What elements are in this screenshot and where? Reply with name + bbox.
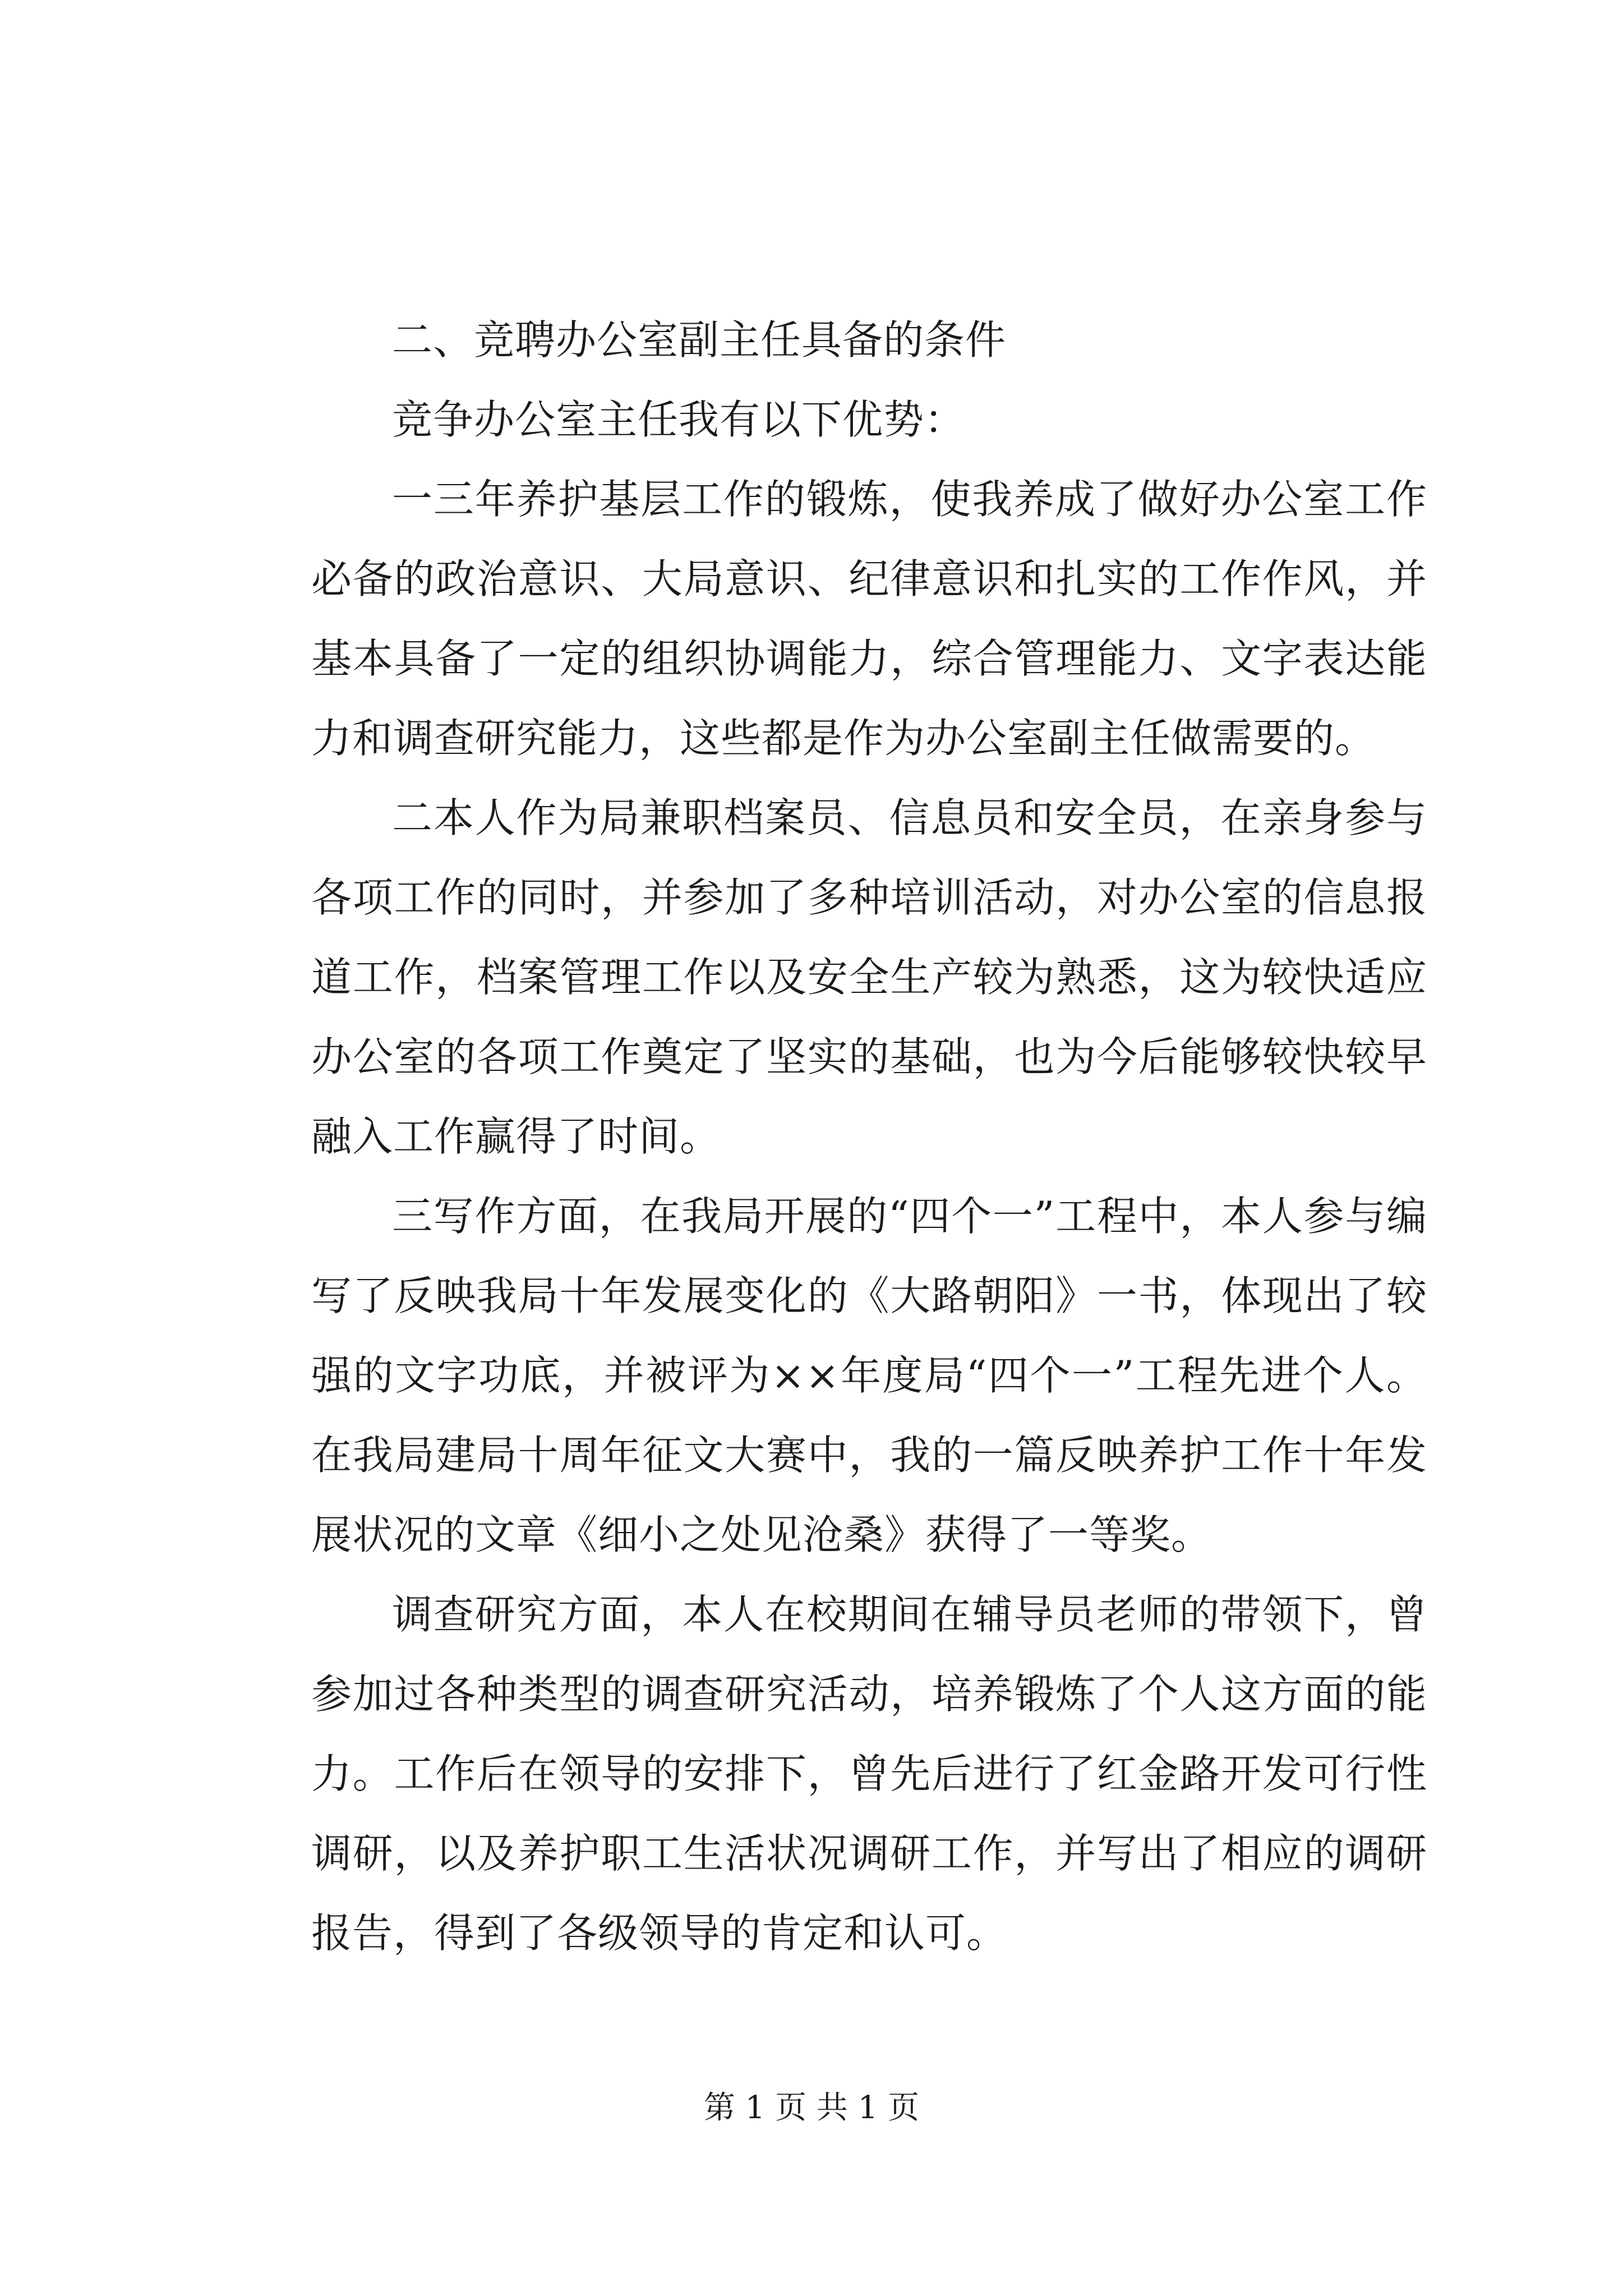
- paragraph-advantage-1: 一三年养护基层工作的锻炼，使我养成了做好办公室工作必备的政治意识、大局意识、纪律意识和扎实的工作作风，并基本具备了一定的组织协调能力，综合管理能力、文字表达能力和调查研究能力，这些都是作为办公室副主任做需要的。: [311, 476, 1427, 762]
- paragraph-advantage-3: 三写作方面，在我局开展的“四个一”工程中，本人参与编写了反映我局十年发展变化的《大路朝阳》一书，体现出了较强的文字功底，并被评为××年度局“四个一”工程先进个人。在我局建局十周年征文大赛中，我的一篇反映养护工作十年发展状况的文章《细小之处见沧桑》获得了一等奖。: [311, 1193, 1427, 1558]
- document-body: [311, 300, 1427, 1973]
- page-footer: 第 1 页 共 1 页: [703, 2090, 920, 2126]
- paragraph-research: 调查研究方面，本人在校期间在辅导员老师的带领下，曾参加过各种类型的调查研究活动，培养锻炼了个人这方面的能力。工作后在领导的安排下，曾先后进行了红金路开发可行性调研，以及养护职工生活状况调研工作，并写出了相应的调研报告，得到了各级领导的肯定和认可。: [311, 1591, 1427, 1957]
- section-heading: 二、竞聘办公室副主任具备的条件: [392, 316, 1007, 364]
- paragraph-advantage-2: 二本人作为局兼职档案员、信息员和安全员，在亲身参与各项工作的同时，并参加了多种培训活动，对办公室的信息报道工作，档案管理工作以及安全生产较为熟悉，这为较快适应办公室的各项工作奠定了坚实的基础，也为今后能够较快较早融入工作赢得了时间。: [311, 794, 1427, 1160]
- paragraph-intro: 竞争办公室主任我有以下优势：: [392, 396, 966, 443]
